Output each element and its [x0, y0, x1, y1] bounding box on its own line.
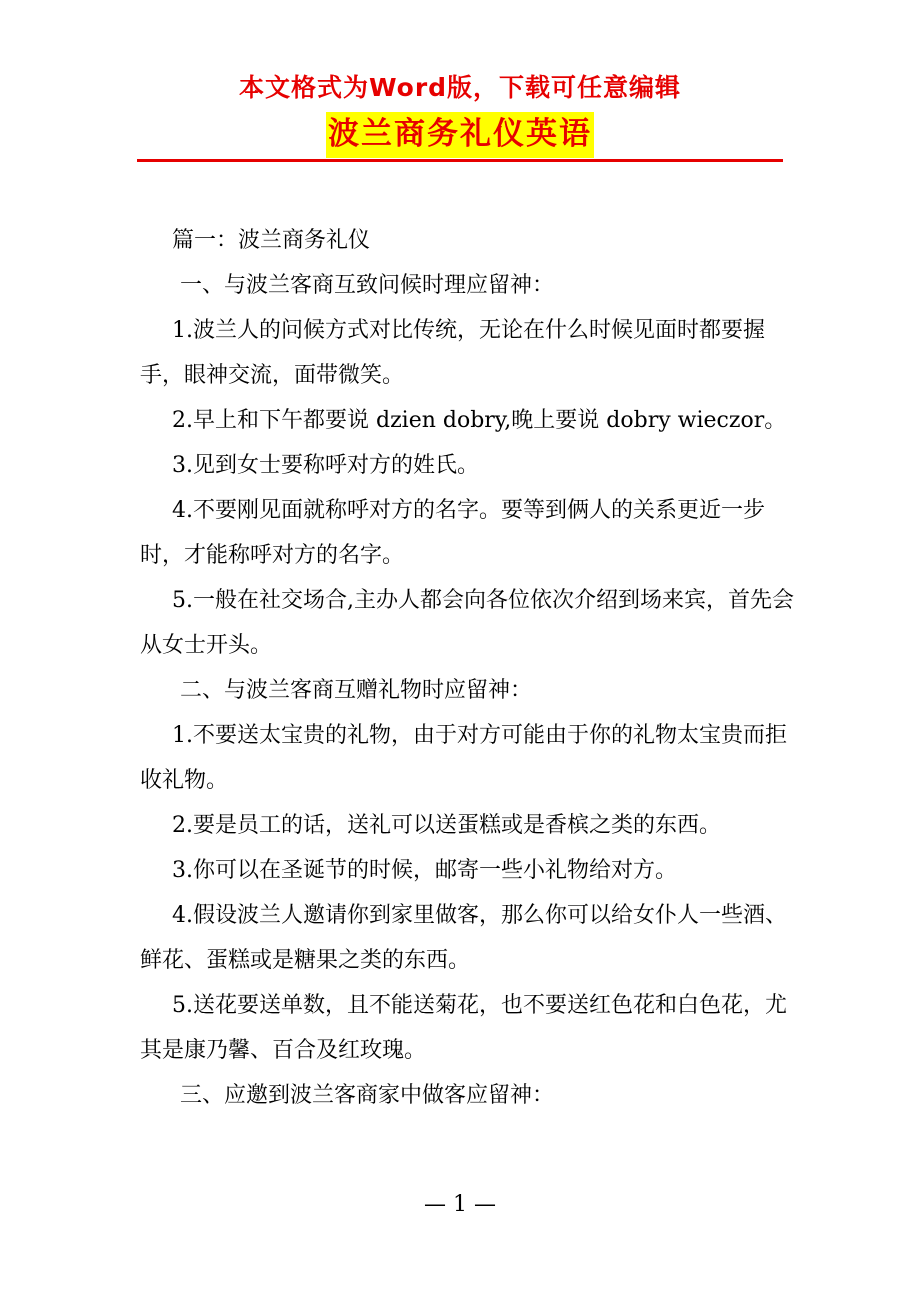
subsection-heading: 二、与波兰客商互赠礼物时应留神：: [180, 678, 533, 703]
paragraph: 3.你可以在圣诞节的时候，邮寄一些小礼物给对方。: [172, 858, 677, 883]
document-title: 波兰商务礼仪英语: [326, 112, 594, 158]
section-heading: 篇一：波兰商务礼仪: [172, 228, 371, 253]
document-body: [140, 218, 800, 1118]
paragraph: 3.见到女士要称呼对方的姓氏。: [172, 453, 479, 478]
subsection-heading: 三、应邀到波兰客商家中做客应留神：: [180, 1083, 555, 1108]
page-number: — 1 —: [424, 1192, 496, 1217]
paragraph: 5.一般在社交场合,主办人都会向各位依次介绍到场来宾，首先会从女士开头。: [140, 588, 794, 658]
paragraph: 1.波兰人的问候方式对比传统，无论在什么时候见面时都要握手，眼神交流，面带微笑。: [140, 318, 765, 388]
subsection-heading: 一、与波兰客商互致问候时理应留神：: [180, 273, 555, 298]
paragraph: 1.不要送太宝贵的礼物，由于对方可能由于你的礼物太宝贵而拒收礼物。: [140, 723, 787, 793]
title-container: [0, 112, 920, 158]
format-banner: 本文格式为Word版，下载可任意编辑: [238, 73, 682, 102]
paragraph: 4.不要刚见面就称呼对方的名字。要等到俩人的关系更近一步时，才能称呼对方的名字。: [140, 498, 765, 568]
paragraph: 2.要是员工的话，送礼可以送蛋糕或是香槟之类的东西。: [172, 813, 721, 838]
paragraph: 5.送花要送单数，且不能送菊花，也不要送红色花和白色花，尤其是康乃馨、百合及红玫瑰。: [140, 993, 787, 1063]
paragraph: 4.假设波兰人邀请你到家里做客，那么你可以给女仆人一些酒、鲜花、蛋糕或是糖果之类的东西。: [140, 903, 787, 973]
title-divider: [137, 159, 783, 162]
paragraph: 2.早上和下午都要说 dzien dobry,晚上要说 dobry wieczor。: [172, 408, 787, 433]
